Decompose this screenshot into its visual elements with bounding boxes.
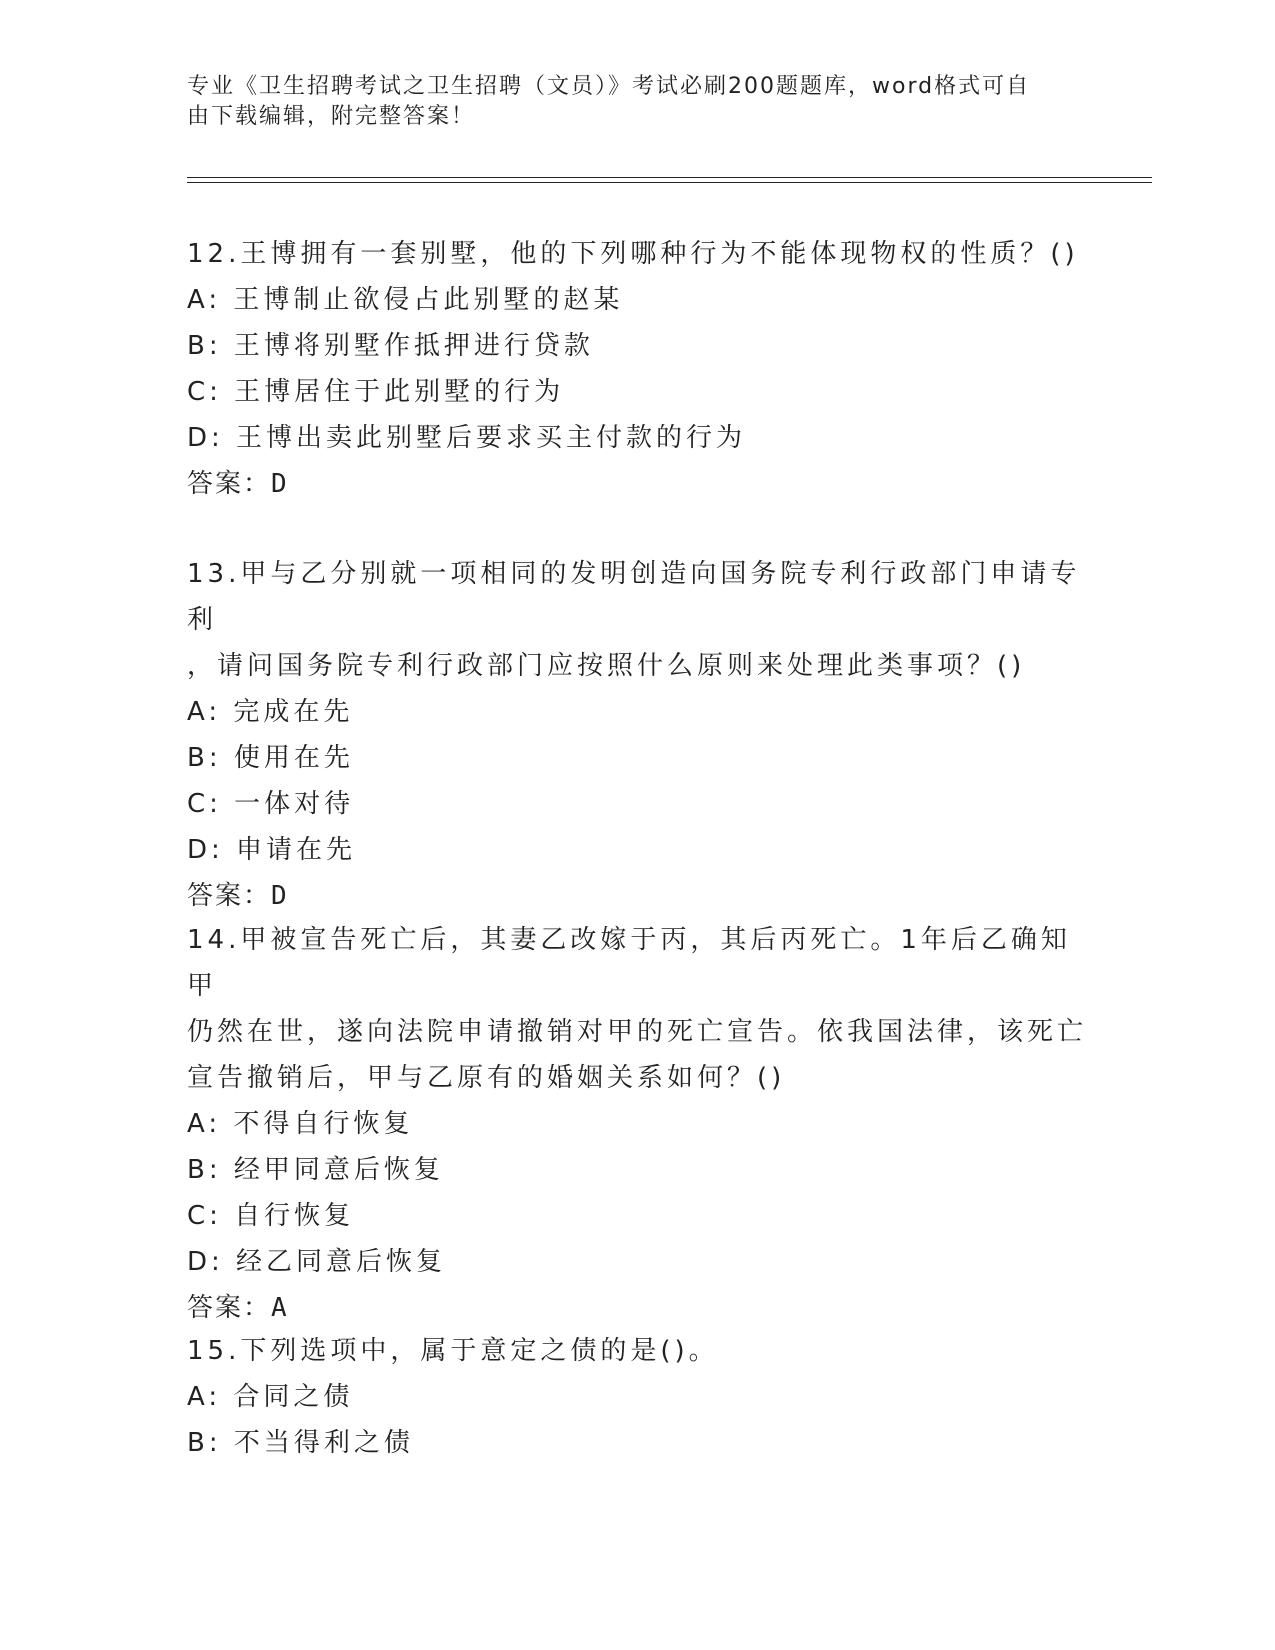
option-a: A: 合同之债 [187, 1382, 354, 1412]
question-stem-line: ，请问国务院专利行政部门应按照什么原则来处理此类事项？() [187, 651, 1026, 681]
question-stem-line: 宣告撤销后，甲与乙原有的婚姻关系如何？() [187, 1063, 786, 1093]
answer-line [187, 461, 1087, 507]
option-d: D: 经乙同意后恢复 [187, 1247, 447, 1277]
option-c: C: 王博居住于此别墅的行为 [187, 377, 565, 407]
option-b: B: 使用在先 [187, 743, 354, 773]
option-d: D: 王博出卖此别墅后要求买主付款的行为 [187, 423, 747, 453]
question-stem-line: 仍然在世，遂向法院申请撤销对甲的死亡宣告。依我国法律，该死亡 [187, 1017, 1088, 1047]
header-divider-bottom [187, 182, 1152, 183]
answer-line [187, 873, 1087, 919]
question-14 [187, 917, 1087, 1331]
question-stem-line: 13.甲与乙分别就一项相同的发明创造向国务院专利行政部门申请专利 [187, 559, 1081, 635]
question-stem-line: 14.甲被宣告死亡后，其妻乙改嫁于丙，其后丙死亡。1年后乙确知甲 [187, 925, 1071, 1001]
answer-value: D [271, 469, 289, 499]
option-d: D: 申请在先 [187, 835, 357, 865]
option-c: C: 一体对待 [187, 789, 355, 819]
answer-label: 答案： [187, 881, 272, 911]
question-stem-line: 12.王博拥有一套别墅，他的下列哪种行为不能体现物权的性质？() [187, 239, 1079, 269]
option-a: A: 王博制止欲侵占此别墅的赵某 [187, 285, 624, 315]
answer-value: D [271, 881, 289, 911]
question-stem-line: 15.下列选项中，属于意定之债的是()。 [187, 1336, 719, 1366]
answer-label: 答案： [187, 469, 272, 499]
question-15 [187, 1328, 1087, 1466]
answer-line [187, 1285, 1087, 1331]
option-c: C: 自行恢复 [187, 1201, 355, 1231]
option-a: A: 不得自行恢复 [187, 1109, 414, 1139]
option-b: B: 不当得利之债 [187, 1428, 414, 1458]
answer-label: 答案： [187, 1293, 272, 1323]
option-b: B: 经甲同意后恢复 [187, 1155, 444, 1185]
header-divider-top [187, 177, 1152, 178]
header-line-2: 由下载编辑，附完整答案！ [187, 104, 476, 129]
option-a: A: 完成在先 [187, 697, 354, 727]
option-b: B: 王博将别墅作抵押进行贷款 [187, 331, 594, 361]
header-line-1: 专业《卫生招聘考试之卫生招聘（文员）》考试必刷200题题库，word格式可自 [187, 74, 1031, 99]
question-13 [187, 551, 1087, 919]
answer-value: A [271, 1293, 289, 1323]
question-12 [187, 231, 1087, 507]
document-header [187, 72, 1067, 132]
